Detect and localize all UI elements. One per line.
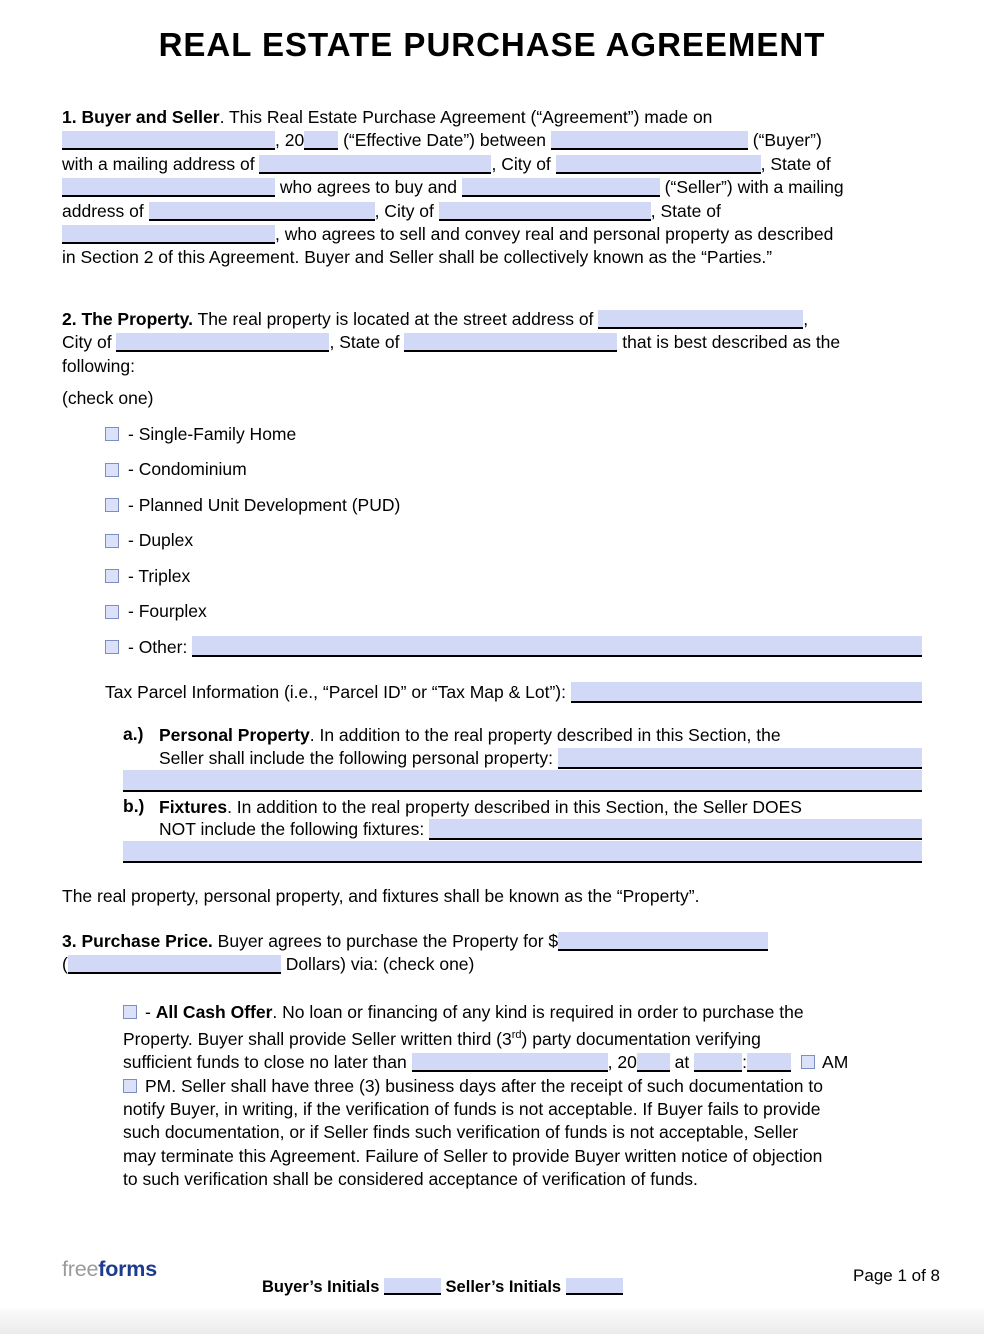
- text-run: with a mailing address of: [62, 153, 260, 174]
- checkbox-fourplex[interactable]: [105, 605, 119, 619]
- text-line: [159, 796, 922, 819]
- initials-line: [262, 1278, 623, 1297]
- text-run: . In addition to the real property described in this Section, the Seller DOES: [227, 796, 802, 817]
- text-line: [159, 748, 922, 770]
- text-run: , State of: [760, 153, 831, 174]
- other-property-type-field[interactable]: [192, 636, 922, 657]
- checkbox-duplex[interactable]: [105, 534, 119, 548]
- option-label: - Planned Unit Development (PUD): [128, 494, 401, 515]
- section-1-buyer-and-seller: [62, 106, 922, 270]
- checkbox-single-family-home[interactable]: [105, 427, 119, 441]
- page-number: Page 1 of 8: [853, 1266, 940, 1285]
- text-run: address of: [62, 200, 149, 221]
- text-run: , 20: [607, 1052, 637, 1073]
- text-line: [62, 176, 922, 199]
- text-run: Dollars) via: (check one): [280, 954, 475, 975]
- agreement-date-field[interactable]: [62, 131, 275, 150]
- funds-close-minute-field[interactable]: [747, 1053, 791, 1072]
- checkbox-planned-unit-development[interactable]: [105, 498, 119, 512]
- sellers-initials-field[interactable]: [566, 1278, 623, 1295]
- text-run: at: [669, 1052, 695, 1073]
- text-run: Tax Parcel Information (i.e., “Parcel ID” or “Tax Map & Lot”):: [105, 682, 571, 703]
- text-run: (: [62, 954, 68, 975]
- text-run: (“Effective Date”) between: [338, 130, 551, 151]
- sub-a-heading: Personal Property: [159, 725, 310, 746]
- text-line: [62, 331, 922, 354]
- subsection-label: b.): [123, 795, 145, 816]
- text-run: , who agrees to sell and convey real and personal property as described: [275, 224, 834, 245]
- text-run: The real property is located at the street address of: [192, 308, 599, 329]
- fixtures-field-line2[interactable]: [123, 841, 922, 863]
- property-city-field[interactable]: [116, 333, 329, 352]
- text-run: (“Buyer”): [747, 130, 822, 151]
- text-line: [62, 953, 922, 976]
- text-line: [123, 1098, 922, 1121]
- text-run: PM. Seller shall have three (3) business days after the receipt of such documentation to: [145, 1075, 823, 1096]
- personal-property-field[interactable]: [558, 748, 922, 769]
- text-run: , State of: [329, 332, 405, 353]
- subsection-b-fixtures: [123, 796, 922, 863]
- text-run: NOT include the following fixtures:: [159, 819, 430, 840]
- text-run: such documentation, or if Seller finds such verification of funds is not acceptable, Seller: [123, 1122, 799, 1143]
- text-run: sufficient funds to close no later than: [123, 1052, 412, 1073]
- text-run: may terminate this Agreement. Failure of Seller to provide Buyer written notice of objection: [123, 1145, 823, 1166]
- text-line: [62, 355, 922, 378]
- text-run: to such verification shall be considered acceptance of verification of funds.: [123, 1169, 698, 1190]
- checkbox-all-cash-offer[interactable]: [123, 1005, 137, 1019]
- checkbox-pm[interactable]: [123, 1079, 137, 1093]
- text-line: [62, 153, 922, 176]
- option-single-family-home: [105, 423, 922, 445]
- subsection-label: a.): [123, 724, 144, 745]
- text-line: [123, 1145, 922, 1168]
- option-label: - Other:: [128, 636, 193, 657]
- option-duplex: [105, 530, 922, 552]
- fixtures-field[interactable]: [429, 819, 922, 840]
- sec3-heading: 3. Purchase Price.: [62, 930, 213, 951]
- text-line: [123, 1075, 922, 1098]
- option-other: [105, 636, 922, 658]
- text-run: -: [145, 1001, 156, 1022]
- check-one-label: [62, 387, 922, 410]
- section-3-purchase-price: [62, 930, 922, 977]
- property-state-field[interactable]: [404, 333, 617, 352]
- text-run: , State of: [650, 200, 721, 221]
- page-bottom-edge: [0, 1309, 984, 1334]
- property-street-address-field[interactable]: [598, 310, 803, 329]
- text-line: [62, 200, 922, 223]
- buyer-name-field[interactable]: [551, 131, 748, 150]
- tax-parcel-line: [105, 682, 922, 704]
- text-line: [62, 930, 922, 953]
- checkbox-condominium[interactable]: [105, 463, 119, 477]
- buyer-state-field[interactable]: [62, 178, 275, 197]
- purchase-price-words-field[interactable]: [68, 955, 281, 974]
- agreement-year-field[interactable]: [304, 131, 338, 150]
- funds-close-date-field[interactable]: [412, 1053, 608, 1072]
- sellers-initials-label: Seller’s Initials: [440, 1278, 566, 1296]
- option-label: - Triplex: [128, 565, 191, 586]
- all-cash-offer-paragraph: [123, 1001, 922, 1192]
- option-label: - Fourplex: [128, 601, 207, 622]
- checkbox-am[interactable]: [801, 1055, 815, 1069]
- text-line: [159, 724, 922, 747]
- text-line: [62, 223, 922, 246]
- checkbox-other[interactable]: [105, 640, 119, 654]
- text-run: Seller shall include the following personal property:: [159, 747, 558, 768]
- buyer-address-field[interactable]: [259, 155, 491, 174]
- text-line: [62, 129, 922, 152]
- ordinal-superscript: rd: [511, 1028, 522, 1041]
- buyers-initials-field[interactable]: [384, 1278, 441, 1295]
- seller-address-field[interactable]: [149, 202, 375, 221]
- text-run: . This Real Estate Purchase Agreement (“Agreement”) made on: [219, 107, 713, 127]
- text-line: [123, 1168, 922, 1191]
- option-label: - Duplex: [128, 530, 194, 551]
- text-run: (check one): [62, 388, 154, 409]
- text-line: [123, 1121, 922, 1144]
- text-run: ) party documentation verifying: [521, 1028, 761, 1049]
- sec2-heading: 2. The Property.: [62, 308, 193, 329]
- text-line: [123, 1024, 922, 1051]
- text-line: [62, 308, 922, 331]
- all-cash-offer-heading: All Cash Offer: [155, 1001, 273, 1022]
- purchase-price-field[interactable]: [558, 932, 768, 951]
- checkbox-triplex[interactable]: [105, 569, 119, 583]
- subsection-body: [159, 796, 922, 841]
- text-run: :: [742, 1052, 748, 1073]
- text-run: . No loan or financing of any kind is required in order to purchase the: [272, 1001, 804, 1022]
- option-condominium: [105, 459, 922, 481]
- text-run: . In addition to the real property described in this Section, the: [309, 725, 781, 746]
- subsection-body: [159, 724, 922, 769]
- text-line: [123, 1001, 922, 1024]
- page-title: REAL ESTATE PURCHASE AGREEMENT: [158, 26, 826, 63]
- property-definition-line: [62, 885, 922, 908]
- logo-text-forms: forms: [98, 1257, 157, 1281]
- seller-city-field[interactable]: [439, 202, 651, 221]
- subsection-row: [123, 724, 922, 769]
- text-run: , City of: [491, 153, 556, 174]
- option-label: - Condominium: [128, 459, 247, 480]
- buyer-city-field[interactable]: [556, 155, 761, 174]
- logo-text-free: free: [62, 1257, 99, 1281]
- option-triplex: [105, 565, 922, 587]
- seller-state-field[interactable]: [62, 225, 275, 244]
- text-line: [123, 1051, 922, 1074]
- text-run: City of: [62, 332, 117, 353]
- text-run: that is best described as the: [617, 332, 841, 353]
- option-planned-unit-development: [105, 494, 922, 516]
- freeforms-logo: [62, 1257, 157, 1282]
- tax-parcel-field[interactable]: [571, 682, 922, 703]
- option-fourplex: [105, 601, 922, 623]
- personal-property-field-line2[interactable]: [123, 770, 922, 792]
- text-run: , 20: [275, 130, 305, 151]
- sub-b-heading: Fixtures: [159, 796, 228, 817]
- text-run: ,: [803, 308, 809, 329]
- option-label: - Single-Family Home: [128, 423, 297, 444]
- text-run: , City of: [374, 200, 439, 221]
- funds-close-hour-field[interactable]: [694, 1053, 742, 1072]
- seller-name-field[interactable]: [462, 178, 660, 197]
- text-run: following:: [62, 355, 135, 376]
- text-run: Property. Buyer shall provide Seller written third (3: [123, 1028, 512, 1049]
- document-body: [0, 106, 984, 1192]
- text-run: Buyer agrees to purchase the Property for $: [212, 930, 559, 951]
- property-type-options: [62, 423, 922, 658]
- text-line: [62, 106, 922, 129]
- text-run: (“Seller”) with a mailing: [659, 177, 844, 198]
- text-line: [62, 885, 922, 908]
- text-line: [62, 246, 922, 269]
- text-run: who agrees to buy and: [275, 177, 462, 198]
- text-run: The real property, personal property, and fixtures shall be known as the “Property”.: [62, 886, 700, 907]
- text-run: in Section 2 of this Agreement. Buyer and Seller shall be collectively known as the “Parties.”: [62, 247, 773, 268]
- text-run: AM: [822, 1052, 849, 1073]
- subsection-a-personal-property: [123, 724, 922, 791]
- sec1-heading: 1. Buyer and Seller: [62, 107, 220, 127]
- text-line: [159, 819, 922, 841]
- funds-close-year-field[interactable]: [637, 1053, 670, 1072]
- section-2-the-property: [62, 308, 922, 863]
- buyers-initials-label: Buyer’s Initials: [262, 1278, 384, 1296]
- text-run: notify Buyer, in writing, if the verification of funds is not acceptable. If Buyer fails to provide: [123, 1098, 821, 1119]
- subsection-row: [123, 796, 922, 841]
